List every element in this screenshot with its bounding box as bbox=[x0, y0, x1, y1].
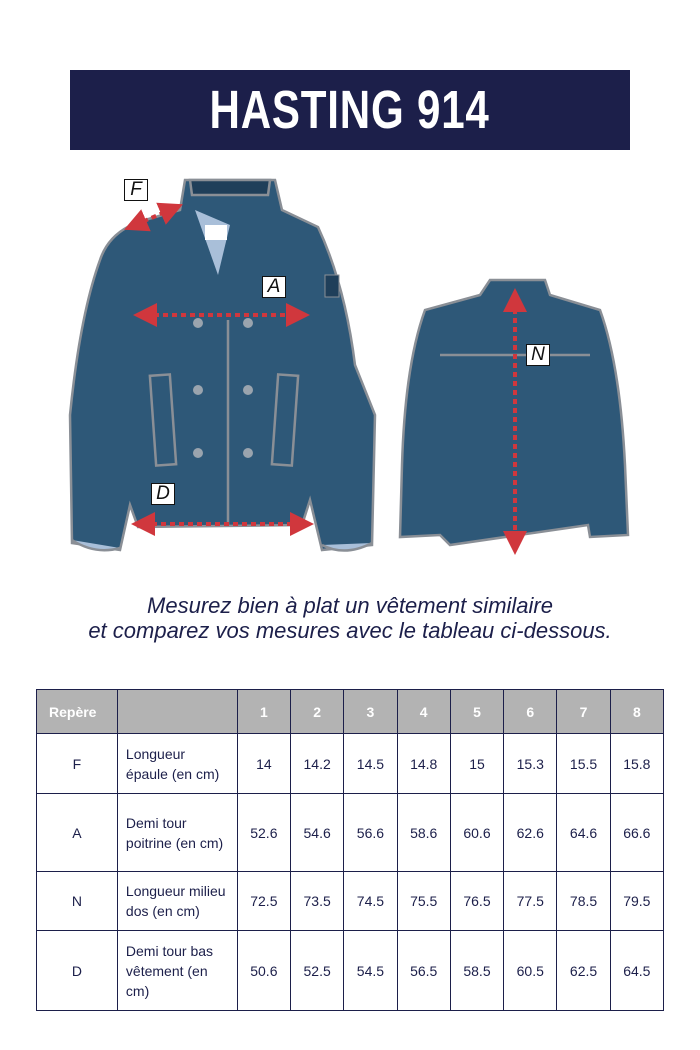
label-D: D bbox=[151, 483, 175, 505]
size-table bbox=[36, 689, 664, 1011]
row-value: 15.8 bbox=[610, 734, 663, 794]
jacket-illustration bbox=[0, 165, 700, 565]
table-row bbox=[37, 734, 664, 794]
header-size: 1 bbox=[237, 690, 290, 734]
row-value: 15.3 bbox=[504, 734, 557, 794]
label-A: A bbox=[262, 276, 286, 298]
row-value: 54.5 bbox=[344, 931, 397, 1011]
row-value: 14.5 bbox=[344, 734, 397, 794]
table-row bbox=[37, 872, 664, 931]
row-value: 72.5 bbox=[237, 872, 290, 931]
row-value: 52.6 bbox=[237, 794, 290, 872]
row-value: 14.8 bbox=[397, 734, 450, 794]
instructions bbox=[0, 593, 700, 643]
row-value: 56.5 bbox=[397, 931, 450, 1011]
row-value: 78.5 bbox=[557, 872, 610, 931]
row-value: 58.5 bbox=[450, 931, 503, 1011]
table-header bbox=[37, 690, 664, 734]
row-value: 52.5 bbox=[291, 931, 344, 1011]
title-text: HASTING 914 bbox=[209, 80, 491, 140]
row-description: Demi tour bas vêtement (en cm) bbox=[117, 931, 237, 1011]
row-value: 62.5 bbox=[557, 931, 610, 1011]
row-value: 15 bbox=[450, 734, 503, 794]
row-repere: D bbox=[37, 931, 118, 1011]
row-value: 60.5 bbox=[504, 931, 557, 1011]
row-value: 75.5 bbox=[397, 872, 450, 931]
row-value: 79.5 bbox=[610, 872, 663, 931]
row-repere: A bbox=[37, 794, 118, 872]
row-repere: F bbox=[37, 734, 118, 794]
row-value: 54.6 bbox=[291, 794, 344, 872]
row-description: Longueur milieu dos (en cm) bbox=[117, 872, 237, 931]
row-value: 58.6 bbox=[397, 794, 450, 872]
row-value: 60.6 bbox=[450, 794, 503, 872]
instructions-line1: Mesurez bien à plat un vêtement similaire bbox=[147, 593, 553, 618]
header-size: 3 bbox=[344, 690, 397, 734]
row-value: 50.6 bbox=[237, 931, 290, 1011]
row-value: 64.6 bbox=[557, 794, 610, 872]
header-size: 5 bbox=[450, 690, 503, 734]
table-row bbox=[37, 931, 664, 1011]
row-value: 77.5 bbox=[504, 872, 557, 931]
row-value: 15.5 bbox=[557, 734, 610, 794]
row-value: 64.5 bbox=[610, 931, 663, 1011]
row-value: 74.5 bbox=[344, 872, 397, 931]
row-value: 14 bbox=[237, 734, 290, 794]
instructions-line2: et comparez vos mesures avec le tableau ci-dessous. bbox=[88, 618, 612, 643]
table-row bbox=[37, 794, 664, 872]
row-value: 62.6 bbox=[504, 794, 557, 872]
row-value: 73.5 bbox=[291, 872, 344, 931]
header-repere: Repère bbox=[37, 690, 118, 734]
header-size: 7 bbox=[557, 690, 610, 734]
row-repere: N bbox=[37, 872, 118, 931]
front-jacket bbox=[70, 180, 375, 551]
header-size: 2 bbox=[291, 690, 344, 734]
row-description: Demi tour poitrine (en cm) bbox=[117, 794, 237, 872]
product-title bbox=[70, 70, 630, 150]
row-value: 56.6 bbox=[344, 794, 397, 872]
label-F: F bbox=[124, 179, 148, 201]
row-value: 66.6 bbox=[610, 794, 663, 872]
header-size: 6 bbox=[504, 690, 557, 734]
row-value: 14.2 bbox=[291, 734, 344, 794]
row-value: 76.5 bbox=[450, 872, 503, 931]
row-description: Longueur épaule (en cm) bbox=[117, 734, 237, 794]
label-N: N bbox=[526, 344, 550, 366]
header-desc bbox=[117, 690, 237, 734]
header-size: 4 bbox=[397, 690, 450, 734]
header-size: 8 bbox=[610, 690, 663, 734]
